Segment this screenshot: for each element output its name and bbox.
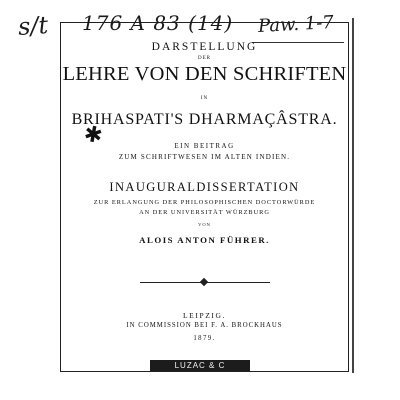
imprint-place: LEIPZIG.: [182, 311, 226, 320]
subtitle-beitrag: EIN BEITRAG: [174, 142, 235, 150]
library-stamp: LUZAC & C: [150, 360, 250, 371]
dissertation-purpose: ZUR ERLANGUNG DER PHILOSOPHISCHEN DOCTORWÜRDE: [93, 199, 316, 206]
title-darstellung: DARSTELLUNG: [151, 41, 258, 53]
handwritten-asterisk-mark: ✱: [82, 120, 105, 149]
handwritten-shelfmark-left: s/t: [17, 10, 49, 42]
title-brihaspati: BRIHASPATI'S DHARMAÇÂSTRA.: [71, 111, 338, 128]
handwritten-shelfmark-right: Paw. 1-7: [257, 12, 335, 37]
imprint-publisher: IN COMMISSION BEI F. A. BROCKHAUS: [126, 322, 283, 329]
ornament-diamond: [200, 278, 208, 286]
author-name: ALOIS ANTON FÜHRER.: [139, 235, 270, 245]
imprint-year: 1879.: [193, 335, 216, 342]
page-edge-shadow: [352, 18, 354, 373]
subtitle-schriftwesen: ZUM SCHRIFTWESEN IM ALTEN INDIEN.: [118, 153, 291, 161]
title-in: IN: [200, 96, 209, 101]
title-der: DER: [198, 56, 211, 61]
handwritten-shelfmark-number: 176 A 83 (14): [82, 11, 234, 35]
dissertation-university: AN DER UNIVERSITÄT WÜRZBURG: [139, 209, 270, 216]
author-von: VON: [198, 222, 211, 227]
main-title: LEHRE VON DEN SCHRIFTEN: [62, 63, 347, 85]
ornamental-rule: [140, 279, 270, 287]
dissertation-heading: INAUGURALDISSERTATION: [109, 180, 300, 194]
